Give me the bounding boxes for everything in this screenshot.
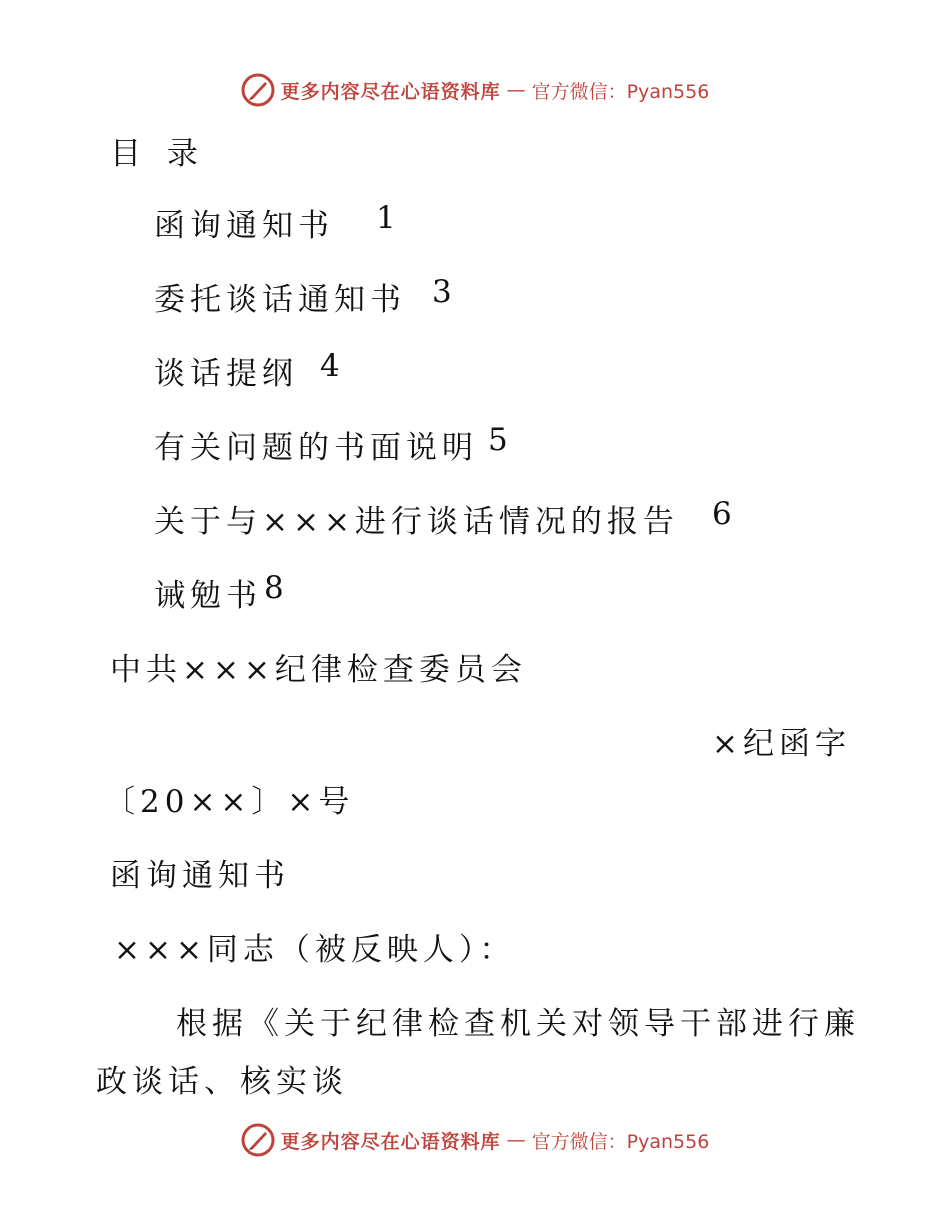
toc-item[interactable] [154,274,406,319]
watermark-contact: 官方微信：Pyan556 [531,80,710,103]
header-watermark [0,72,950,108]
watermark-contact: 官方微信：Pyan556 [531,1130,710,1153]
toc-item-label: 委托谈话通知书 [154,282,406,318]
toc-item[interactable] [154,200,334,245]
quill-logo-icon [241,1123,275,1157]
toc-item-page: 3 [432,274,452,310]
toc-item-label: 诫勉书 [154,578,262,614]
toc-item-label: 关于与×××进行谈话情况的报告 [154,504,679,540]
watermark-separator: — [506,1129,526,1151]
toc-item-page: 4 [320,348,340,384]
toc-item[interactable] [154,422,478,467]
footer-watermark [0,1122,950,1158]
toc-item-page: 5 [488,422,508,458]
toc-title: 目 录 [110,136,206,172]
watermark-brand: 更多内容尽在心语资料库 [280,80,501,103]
toc-item-page: 6 [712,496,732,532]
toc-item[interactable] [154,496,679,541]
document-number: 〔20××〕×号 [104,784,355,820]
toc-item[interactable] [154,570,262,615]
quill-logo-icon [241,73,275,107]
watermark-brand: 更多内容尽在心语资料库 [280,1130,501,1153]
document-prefix: ×纪函字 [712,726,851,762]
toc-item-label: 谈话提纲 [154,356,298,392]
letter-title: 函询通知书 [110,858,290,894]
toc-item[interactable] [154,348,298,393]
issuer-name: 中共×××纪律检查委员会 [110,652,527,688]
body-paragraph-line-1: 根据《关于纪律检查机关对领导干部进行廉 [176,1006,860,1042]
addressee: ×××同志（被反映人）： [114,932,516,968]
toc-item-page: 8 [264,570,284,606]
body-paragraph-line-2: 政谈话、核实谈 [96,1064,348,1100]
toc-item-label: 有关问题的书面说明 [154,430,478,466]
toc-item-page: 1 [376,200,396,236]
toc-item-label: 函询通知书 [154,208,334,244]
watermark-separator: — [506,79,526,101]
